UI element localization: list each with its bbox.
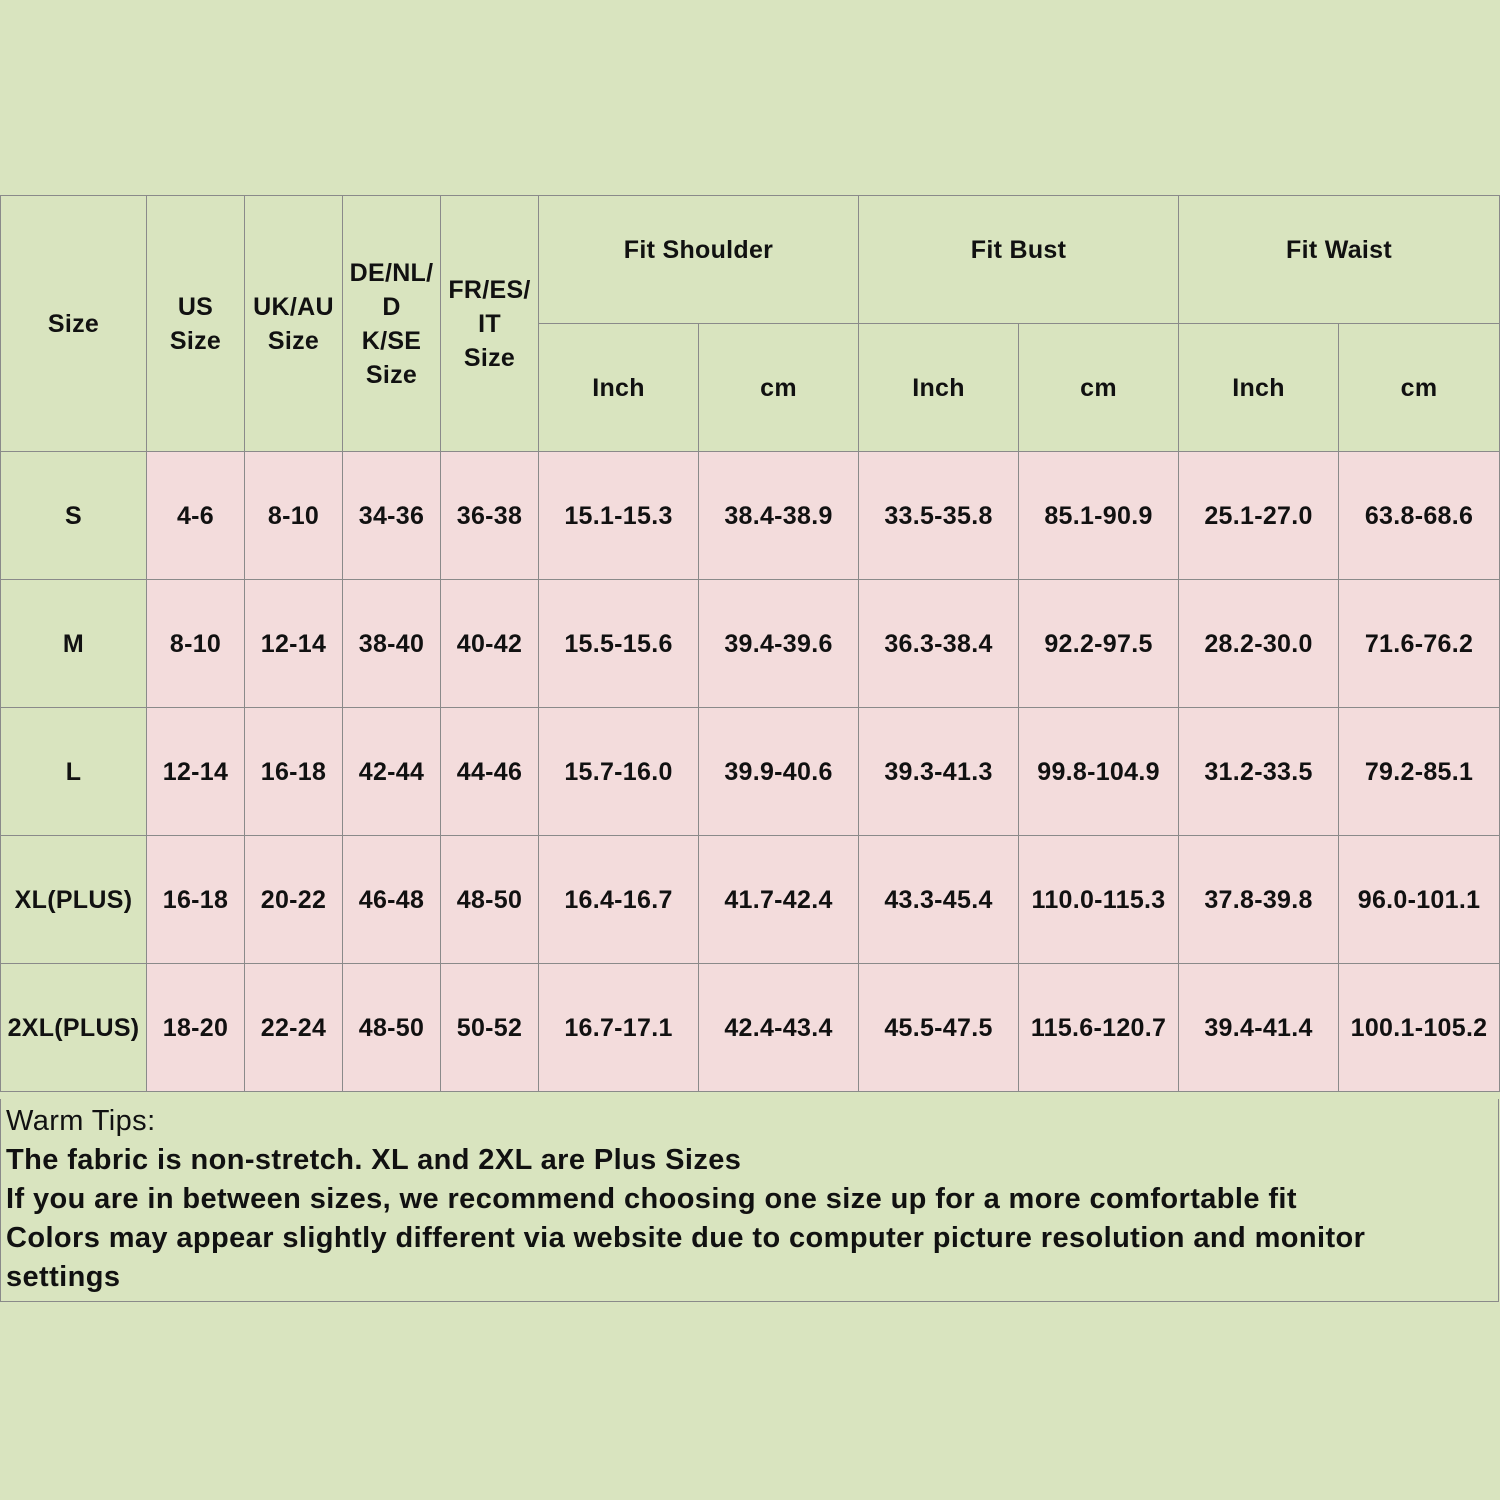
cell-bust-cm: 92.2-97.5: [1019, 580, 1179, 708]
cell-bust-cm: 115.6-120.7: [1019, 964, 1179, 1092]
warm-tips-line: If you are in between sizes, we recommend choosing one size up for a more comfortable fit: [6, 1183, 1297, 1215]
cell-waist-cm: 63.8-68.6: [1339, 452, 1500, 580]
cell-us-size: 18-20: [147, 964, 245, 1092]
cell-shoulder-inch: 15.7-16.0: [539, 708, 699, 836]
cell-us-size: 12-14: [147, 708, 245, 836]
row-size-label: 2XL(PLUS): [1, 964, 147, 1092]
cell-waist-inch: 25.1-27.0: [1179, 452, 1339, 580]
cell-waist-inch: 39.4-41.4: [1179, 964, 1339, 1092]
cell-bust-inch: 39.3-41.3: [859, 708, 1019, 836]
header-fit-shoulder: Fit Shoulder: [539, 196, 859, 324]
warm-tips-line: Colors may appear slightly different via website due to computer picture resolution and monitor: [6, 1222, 1366, 1254]
cell-bust-inch: 43.3-45.4: [859, 836, 1019, 964]
cell-fr-size: 44-46: [441, 708, 539, 836]
cell-us-size: 4-6: [147, 452, 245, 580]
cell-bust-cm: 85.1-90.9: [1019, 452, 1179, 580]
row-size-label: XL(PLUS): [1, 836, 147, 964]
cell-waist-cm: 71.6-76.2: [1339, 580, 1500, 708]
warm-tips-line: settings: [6, 1261, 121, 1293]
warm-tips-line: The fabric is non-stretch. XL and 2XL are Plus Sizes: [6, 1144, 742, 1176]
unit-shoulder-cm: cm: [699, 324, 859, 452]
cell-shoulder-cm: 38.4-38.9: [699, 452, 859, 580]
cell-de-size: 48-50: [343, 964, 441, 1092]
header-size: Size: [1, 196, 147, 452]
table-row: [1, 452, 1500, 580]
cell-fr-size: 40-42: [441, 580, 539, 708]
table-row: [1, 708, 1500, 836]
table-row: [1, 964, 1500, 1092]
cell-waist-inch: 37.8-39.8: [1179, 836, 1339, 964]
cell-bust-inch: 45.5-47.5: [859, 964, 1019, 1092]
cell-bust-cm: 110.0-115.3: [1019, 836, 1179, 964]
row-size-label: L: [1, 708, 147, 836]
table-row: [1, 836, 1500, 964]
cell-fr-size: 48-50: [441, 836, 539, 964]
cell-shoulder-cm: 39.9-40.6: [699, 708, 859, 836]
cell-de-size: 42-44: [343, 708, 441, 836]
header-uk-au-size: UK/AU Size: [245, 196, 343, 452]
header-fit-bust: Fit Bust: [859, 196, 1179, 324]
unit-waist-inch: Inch: [1179, 324, 1339, 452]
cell-waist-cm: 100.1-105.2: [1339, 964, 1500, 1092]
cell-bust-cm: 99.8-104.9: [1019, 708, 1179, 836]
cell-uk-au-size: 8-10: [245, 452, 343, 580]
cell-uk-au-size: 12-14: [245, 580, 343, 708]
cell-de-size: 34-36: [343, 452, 441, 580]
cell-waist-cm: 96.0-101.1: [1339, 836, 1500, 964]
unit-bust-cm: cm: [1019, 324, 1179, 452]
cell-shoulder-cm: 41.7-42.4: [699, 836, 859, 964]
unit-waist-cm: cm: [1339, 324, 1500, 452]
cell-shoulder-inch: 16.4-16.7: [539, 836, 699, 964]
header-us-size: US Size: [147, 196, 245, 452]
cell-de-size: 38-40: [343, 580, 441, 708]
cell-shoulder-cm: 42.4-43.4: [699, 964, 859, 1092]
cell-shoulder-inch: 16.7-17.1: [539, 964, 699, 1092]
cell-waist-inch: 28.2-30.0: [1179, 580, 1339, 708]
unit-shoulder-inch: Inch: [539, 324, 699, 452]
size-chart-table: [0, 195, 1500, 1092]
cell-us-size: 16-18: [147, 836, 245, 964]
header-de-nl-dk-se-size: DE/NL/ D K/SE Size: [343, 196, 441, 452]
cell-uk-au-size: 20-22: [245, 836, 343, 964]
cell-uk-au-size: 22-24: [245, 964, 343, 1092]
cell-waist-inch: 31.2-33.5: [1179, 708, 1339, 836]
warm-tips-box: [0, 1099, 1499, 1302]
warm-tips-title: Warm Tips:: [6, 1105, 156, 1137]
row-size-label: S: [1, 452, 147, 580]
cell-fr-size: 36-38: [441, 452, 539, 580]
cell-de-size: 46-48: [343, 836, 441, 964]
cell-us-size: 8-10: [147, 580, 245, 708]
table-row: [1, 580, 1500, 708]
unit-bust-inch: Inch: [859, 324, 1019, 452]
cell-bust-inch: 36.3-38.4: [859, 580, 1019, 708]
row-size-label: M: [1, 580, 147, 708]
header-fit-waist: Fit Waist: [1179, 196, 1500, 324]
header-row-groups: [1, 196, 1500, 324]
header-fr-es-it-size: FR/ES/ IT Size: [441, 196, 539, 452]
cell-fr-size: 50-52: [441, 964, 539, 1092]
cell-shoulder-inch: 15.5-15.6: [539, 580, 699, 708]
cell-waist-cm: 79.2-85.1: [1339, 708, 1500, 836]
cell-bust-inch: 33.5-35.8: [859, 452, 1019, 580]
cell-shoulder-inch: 15.1-15.3: [539, 452, 699, 580]
cell-shoulder-cm: 39.4-39.6: [699, 580, 859, 708]
cell-uk-au-size: 16-18: [245, 708, 343, 836]
